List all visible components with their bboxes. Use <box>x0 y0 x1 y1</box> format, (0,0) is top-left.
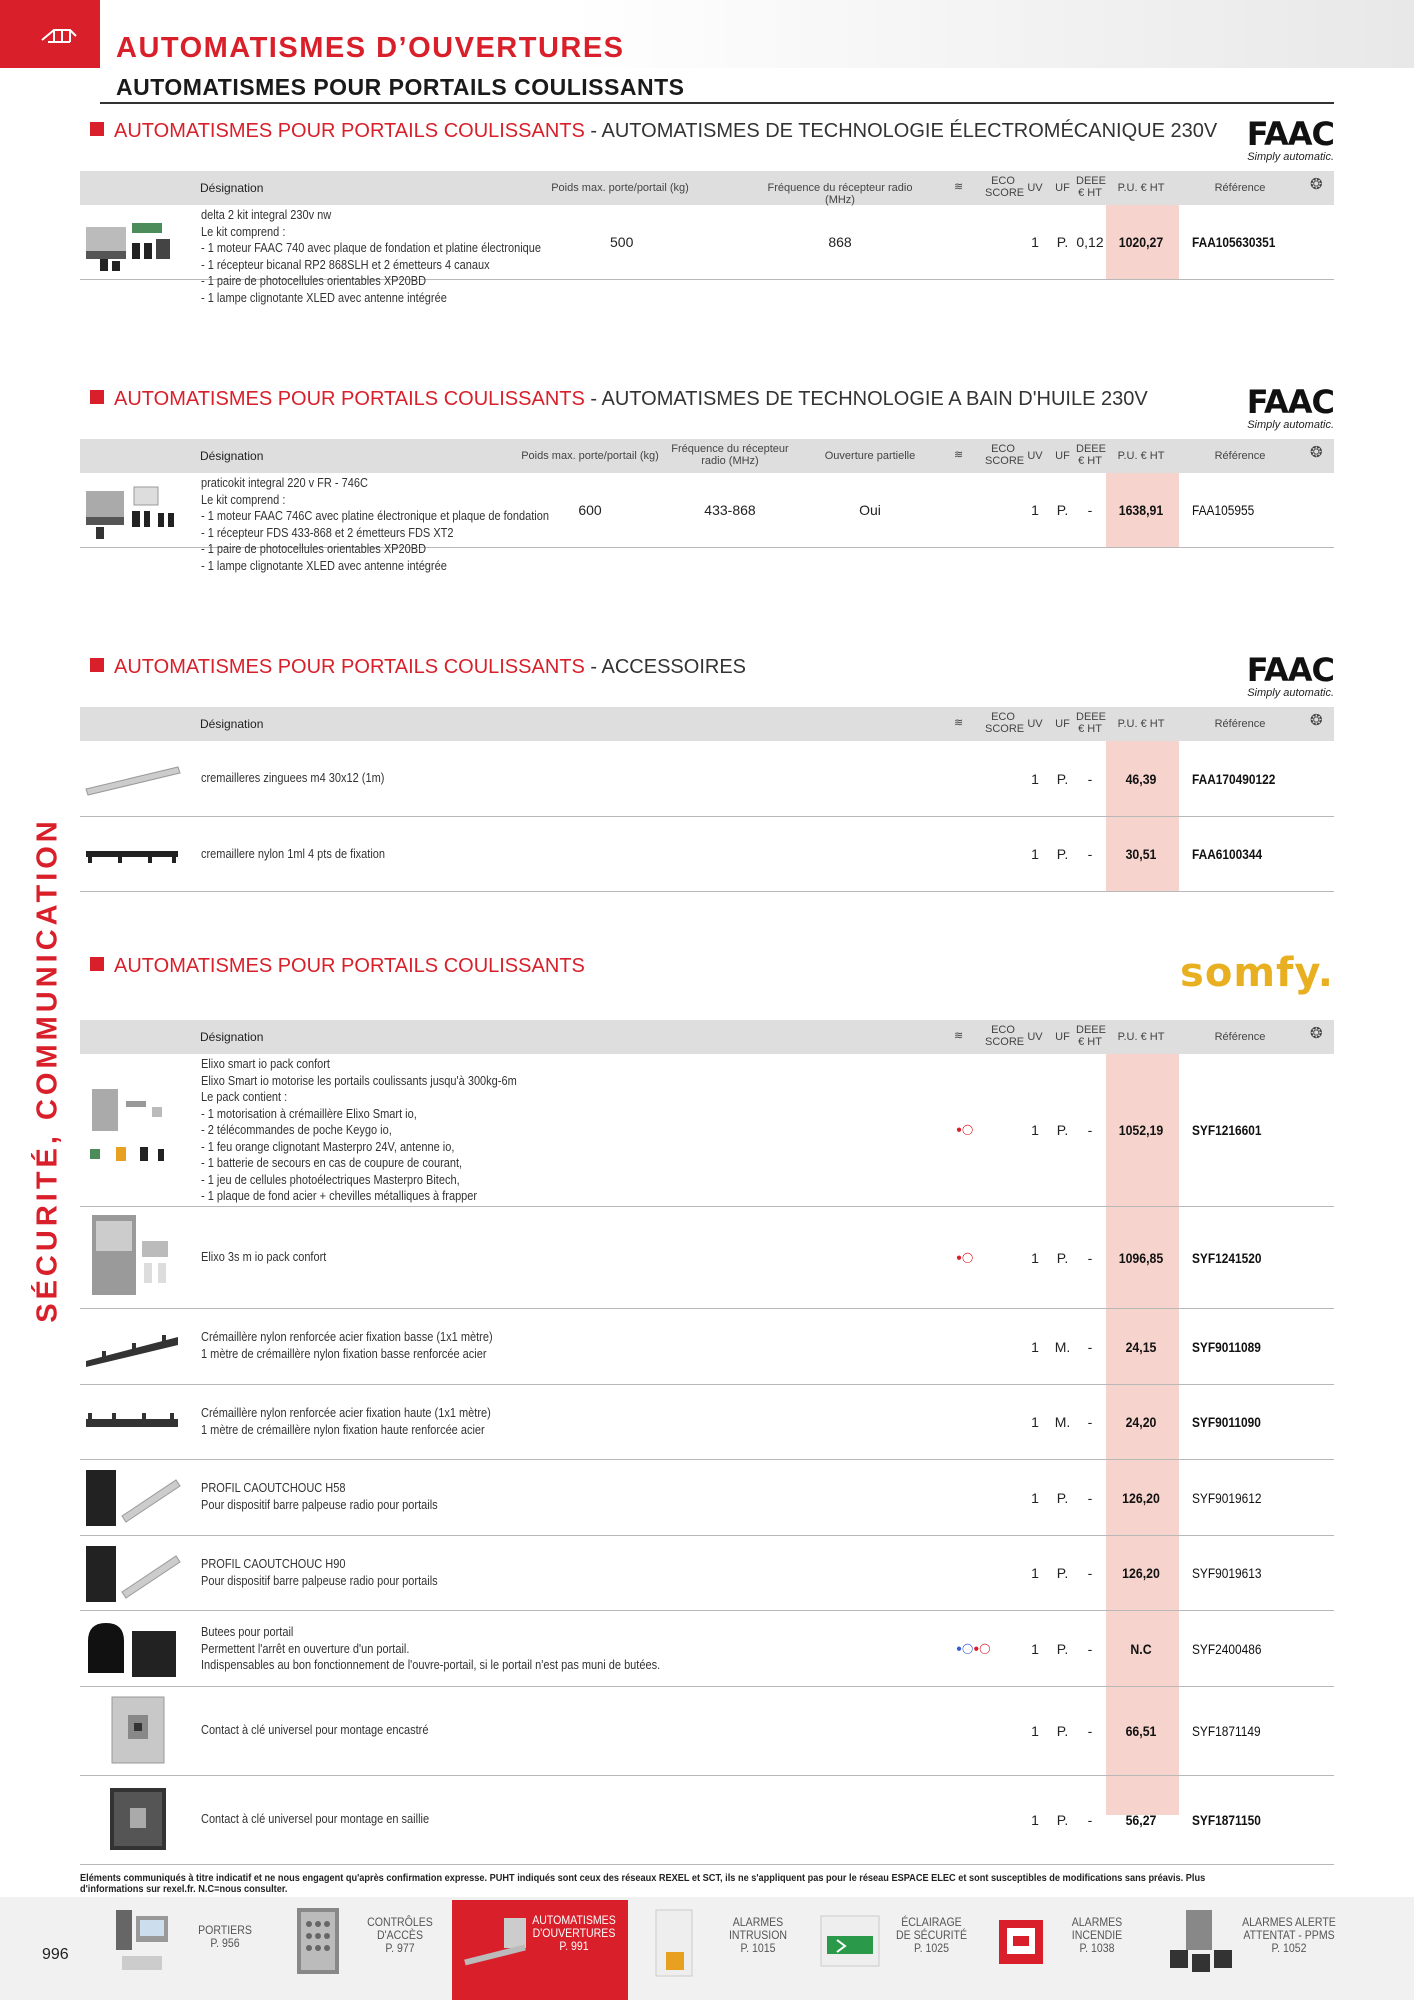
uf-value: P. <box>1056 1723 1069 1739</box>
kit-product-image <box>82 213 182 273</box>
reference-value[interactable]: SYF9011090 <box>1192 1414 1261 1430</box>
uv-value: 1 <box>1031 234 1039 250</box>
key-switch-image <box>82 1693 182 1769</box>
siren-icon <box>650 1906 700 1980</box>
gear-icon: ❂ <box>1310 176 1323 193</box>
uf-value: P. <box>1056 1812 1069 1828</box>
poids-value: 500 <box>610 234 634 250</box>
nav-portiers[interactable]: PORTIERS P. 956 <box>100 1900 275 2000</box>
deee-value: 0,12 <box>1076 234 1104 250</box>
section-bullet <box>90 957 104 971</box>
deee-value: - <box>1087 1414 1093 1430</box>
price-value: 46,39 <box>1125 771 1157 787</box>
gear-icon: ❂ <box>1310 444 1323 461</box>
rubber-profile-image <box>82 1542 182 1606</box>
col-eco-score: ECO SCORE <box>985 443 1025 467</box>
reference-value[interactable]: FAA105955 <box>1192 502 1255 518</box>
col-designation: Désignation <box>200 181 264 195</box>
table-header <box>80 439 1334 473</box>
rack-product-image <box>82 835 182 875</box>
table-row[interactable] <box>80 473 1334 573</box>
table-header <box>80 171 1334 205</box>
table-row[interactable] <box>80 1054 1334 1207</box>
uf-value: M. <box>1054 1339 1071 1355</box>
wifi-icon: ≋ <box>954 181 964 193</box>
sub-title: AUTOMATISMES POUR PORTAILS COULISSANTS <box>116 74 685 100</box>
uf-value: P. <box>1056 1565 1069 1581</box>
keypad-icon <box>293 1906 343 1976</box>
product-description: Elixo smart io pack confort Elixo Smart io motorise les portails coulissants jusqu'à 300kg-6m Le pack contient : - 1 motorisation à crémaillère Elixo Smart io, - 2 télécommandes de poche Keygo io, - 1 feu orange clignotant Masterpro 24V, antenne io, - 1 batterie de secours en cas de coupure de courant, - 1 jeu de cellules photoélectriques Masterpro Bitech, - 1 plaque de fond acier + chevilles métalliques à frapper <box>201 1057 517 1203</box>
price-value: 1096,85 <box>1118 1250 1164 1266</box>
product-description: Contact à clé universel pour montage encastré <box>201 1723 429 1737</box>
rubber-profile-image <box>82 1466 182 1530</box>
uf-value: P. <box>1056 1641 1069 1657</box>
elixo-pack-image <box>82 1079 182 1179</box>
eco-score-indicator: ●◯ <box>956 1252 974 1264</box>
deee-value: - <box>1087 1339 1093 1355</box>
intercom-icon <box>112 1906 172 1976</box>
nav-alarmes-alerte-attentat[interactable]: ALARMES ALERTE ATTENTAT - PPMS P. 1052 <box>1154 1900 1354 2000</box>
product-description: praticokit integral 220 v FR - 746C Le kit comprend : - 1 moteur FAAC 746C avec platine électronique et plaque de fondation - 1 récepteur FDS 433-868 et 2 émetteurs FDS XT2 - 1 paire de photocellules orientables XP20BD - 1 lampe clignotante XLED avec antenne intégrée <box>201 476 549 573</box>
gate-motor-icon <box>460 1914 530 1974</box>
deee-value: - <box>1087 1122 1093 1138</box>
product-description: Contact à clé universel pour montage en saillie <box>201 1812 430 1826</box>
price-value: 24,15 <box>1125 1339 1157 1355</box>
reference-value[interactable]: SYF1241520 <box>1192 1250 1262 1266</box>
product-description: Butees pour portail Permettent l'arrêt en ouverture d'un portail. Indispensables au bon fonctionnement de l'ouvre-portail, si le portail n'est pas muni de butées. <box>201 1625 661 1672</box>
reference-value[interactable]: FAA170490122 <box>1192 771 1276 787</box>
reference-value[interactable]: SYF9019613 <box>1192 1565 1262 1581</box>
uv-value: 1 <box>1031 1641 1039 1657</box>
product-description: Elixo 3s m io pack confort <box>201 1250 327 1264</box>
footnote: Eléments communiqués à titre indicatif et ne nous engagent qu'après confirmation expresse. PUHT indiqués sont ceux des réseaux REXEL et SCT, ils ne s'appliquent pas pour le réseau ESPACE ELEC et sont susceptibles de modifications sans préavis. Plus d'informations sur rexel.fr. N.C=nous consulter. <box>80 1873 1206 1895</box>
exit-sign-icon <box>817 1906 883 1976</box>
col-pu: P.U. € HT <box>1117 718 1165 730</box>
col-ouverture: Ouverture partielle <box>824 450 916 462</box>
col-uv: UV <box>1027 718 1043 730</box>
uv-value: 1 <box>1031 502 1039 518</box>
deee-value: - <box>1087 1250 1093 1266</box>
section-bullet <box>90 390 104 404</box>
gear-icon: ❂ <box>1310 1025 1323 1042</box>
rack-product-image <box>82 759 182 799</box>
price-value: 24,20 <box>1125 1414 1157 1430</box>
nav-alarmes-intrusion[interactable]: ALARMES INTRUSION P. 1015 <box>628 1900 803 2000</box>
product-description: Crémaillère nylon renforcée acier fixation haute (1x1 mètre) 1 mètre de crémaillère nylon fixation haute renforcée acier <box>201 1406 491 1437</box>
col-deee: DEEE € HT <box>1076 175 1106 199</box>
deee-value: - <box>1087 846 1093 862</box>
rack-product-image <box>82 1403 182 1443</box>
price-value: 56,27 <box>1125 1812 1157 1828</box>
uf-value: P. <box>1056 1250 1069 1266</box>
col-uf: UF <box>1055 718 1070 730</box>
price-value: 66,51 <box>1125 1723 1157 1739</box>
col-poids: Poids max. porte/portail (kg) <box>521 450 659 462</box>
col-uv: UV <box>1027 1031 1043 1043</box>
reference-value[interactable]: SYF2400486 <box>1192 1641 1262 1657</box>
title-rule <box>100 102 1334 104</box>
price-value: N.C <box>1130 1641 1152 1657</box>
deee-value: - <box>1087 1812 1093 1828</box>
table-header <box>80 1020 1334 1054</box>
uf-value: P. <box>1056 234 1069 250</box>
price-value: 1020,27 <box>1118 234 1164 250</box>
product-description: delta 2 kit integral 230v nw Le kit comprend : - 1 moteur FAAC 740 avec plaque de fondation et platine électronique - 1 récepteur bicanal RP2 868SLH et 2 émetteurs 4 canaux - 1 paire de photocellules orientables XP20BD - 1 lampe clignotante XLED avec antenne intégrée <box>201 208 542 305</box>
section-somfy <box>80 950 1334 1870</box>
reference-value[interactable]: SYF9011089 <box>1192 1339 1261 1355</box>
deee-value: - <box>1087 1565 1093 1581</box>
uf-value: M. <box>1054 1414 1071 1430</box>
col-pu: P.U. € HT <box>1117 450 1165 462</box>
kit-product-image <box>82 481 182 541</box>
table-row[interactable] <box>80 1385 1334 1460</box>
col-pu: P.U. € HT <box>1117 182 1165 194</box>
col-deee: DEEE € HT <box>1076 711 1106 735</box>
section-electromecanique <box>80 115 1334 330</box>
uf-value: P. <box>1056 771 1069 787</box>
price-value: 1052,19 <box>1118 1122 1164 1138</box>
reference-value[interactable]: SYF1871150 <box>1192 1812 1261 1828</box>
deee-value: - <box>1087 502 1093 518</box>
uv-value: 1 <box>1031 1723 1039 1739</box>
price-value: 126,20 <box>1122 1565 1160 1581</box>
col-uv: UV <box>1027 182 1043 194</box>
col-reference: Référence <box>1214 1031 1266 1043</box>
col-poids: Poids max. porte/portail (kg) <box>551 182 689 194</box>
table-row[interactable] <box>80 1207 1334 1309</box>
category-corner <box>0 0 100 68</box>
table-row[interactable] <box>80 1309 1334 1385</box>
reference-value[interactable]: SYF1216601 <box>1192 1122 1262 1138</box>
key-switch-image <box>82 1782 182 1858</box>
faac-logo: FAAC Simply automatic. <box>1246 383 1334 431</box>
reference-value[interactable]: FAA105630351 <box>1192 234 1276 250</box>
freq-value: 868 <box>828 234 852 250</box>
nav-alarmes-incendie[interactable]: ALARMES INCENDIE P. 1038 <box>979 1900 1154 2000</box>
uv-value: 1 <box>1031 1565 1039 1581</box>
col-eco-score: ECO SCORE <box>985 711 1025 735</box>
wifi-icon: ≋ <box>954 449 964 461</box>
section-title: AUTOMATISMES POUR PORTAILS COULISSANTS - ACCESSOIRES <box>90 656 746 679</box>
poids-value: 600 <box>578 502 602 518</box>
col-deee: DEEE € HT <box>1076 443 1106 467</box>
table-row[interactable] <box>80 741 1334 817</box>
uv-value: 1 <box>1031 771 1039 787</box>
faac-logo: FAAC Simply automatic. <box>1246 651 1334 699</box>
col-eco-score: ECO SCORE <box>985 1024 1025 1048</box>
col-pu: P.U. € HT <box>1117 1031 1165 1043</box>
col-uv: UV <box>1027 450 1043 462</box>
table-row[interactable] <box>80 1776 1334 1865</box>
col-frequence: Fréquence du récepteur radio (MHz) <box>767 182 913 206</box>
product-description: PROFIL CAOUTCHOUC H90 Pour dispositif barre palpeuse radio pour portails <box>201 1557 438 1588</box>
reference-value[interactable]: SYF1871149 <box>1192 1723 1261 1739</box>
uf-value: P. <box>1056 502 1069 518</box>
deee-value: - <box>1087 1490 1093 1506</box>
col-designation: Désignation <box>200 1030 264 1044</box>
uf-value: P. <box>1056 1122 1069 1138</box>
nav-eclairage-securite[interactable]: ÉCLAIRAGE DE SÉCURITÉ P. 1025 <box>803 1900 979 2000</box>
table-header <box>80 707 1334 741</box>
col-uf: UF <box>1055 182 1070 194</box>
rack-product-image <box>82 1327 182 1367</box>
nav-automatismes-ouvertures[interactable]: AUTOMATISMES D'OUVERTURES P. 991 <box>452 1900 628 2000</box>
price-value: 1638,91 <box>1118 502 1164 518</box>
col-uf: UF <box>1055 1031 1070 1043</box>
wifi-icon: ≋ <box>954 1030 964 1042</box>
wifi-icon: ≋ <box>954 717 964 729</box>
main-title: AUTOMATISMES D’OUVERTURES <box>116 32 625 64</box>
uv-value: 1 <box>1031 1490 1039 1506</box>
uv-value: 1 <box>1031 1414 1039 1430</box>
elixo-3s-image <box>82 1211 182 1303</box>
deee-value: - <box>1087 1723 1093 1739</box>
col-reference: Référence <box>1214 182 1266 194</box>
uf-value: P. <box>1056 846 1069 862</box>
gear-icon: ❂ <box>1310 712 1323 729</box>
section-title: AUTOMATISMES POUR PORTAILS COULISSANTS - AUTOMATISMES DE TECHNOLOGIE ÉLECTROMÉCANIQUE 230V <box>90 120 1217 143</box>
table-row[interactable] <box>80 817 1334 892</box>
table-row[interactable] <box>80 1536 1334 1611</box>
fire-alarm-icon <box>993 1906 1049 1976</box>
section-title: AUTOMATISMES POUR PORTAILS COULISSANTS <box>90 955 585 978</box>
col-reference: Référence <box>1214 718 1266 730</box>
reference-value[interactable]: FAA6100344 <box>1192 846 1263 862</box>
ouverture-value: Oui <box>859 502 881 518</box>
product-description: PROFIL CAOUTCHOUC H58 Pour dispositif barre palpeuse radio pour portails <box>201 1481 438 1512</box>
uv-value: 1 <box>1031 1122 1039 1138</box>
uv-value: 1 <box>1031 1339 1039 1355</box>
section-bullet <box>90 122 104 136</box>
alert-system-icon <box>1166 1906 1236 1976</box>
col-eco-score: ECO SCORE <box>985 175 1025 199</box>
side-category-label: SÉCURITÉ, COMMUNICATION <box>31 817 64 1323</box>
col-deee: DEEE € HT <box>1076 1024 1106 1048</box>
faac-logo: FAAC Simply automatic. <box>1246 115 1334 163</box>
product-description: cremaillere nylon 1ml 4 pts de fixation <box>201 847 386 861</box>
col-designation: Désignation <box>200 717 264 731</box>
product-description: Crémaillère nylon renforcée acier fixation basse (1x1 mètre) 1 mètre de crémaillère nylon fixation basse renforcée acier <box>201 1330 493 1361</box>
table-row[interactable] <box>80 1687 1334 1776</box>
page-number: 996 <box>42 1946 69 1963</box>
eco-score-indicator: ●◯ <box>956 1124 974 1136</box>
somfy-logo: somfy. <box>1180 950 1334 996</box>
table-row[interactable] <box>80 1611 1334 1687</box>
section-bullet <box>90 658 104 672</box>
table-row[interactable] <box>80 205 1334 305</box>
table-row[interactable] <box>80 1460 1334 1536</box>
col-reference: Référence <box>1214 450 1266 462</box>
freq-value: 433-868 <box>704 502 756 518</box>
eco-score-indicator: ●◯●◯ <box>956 1643 991 1655</box>
price-value: 126,20 <box>1122 1490 1160 1506</box>
uf-value: P. <box>1056 1490 1069 1506</box>
gate-stop-image <box>82 1617 182 1681</box>
section-bain-huile <box>80 383 1334 598</box>
col-uf: UF <box>1055 450 1070 462</box>
section-title: AUTOMATISMES POUR PORTAILS COULISSANTS - AUTOMATISMES DE TECHNOLOGIE A BAIN D'HUILE 230V <box>90 388 1148 411</box>
uv-value: 1 <box>1031 846 1039 862</box>
reference-value[interactable]: SYF9019612 <box>1192 1490 1262 1506</box>
deee-value: - <box>1087 771 1093 787</box>
nav-controles-acces[interactable]: CONTRÔLES D'ACCÈS P. 977 <box>275 1900 452 2000</box>
deee-value: - <box>1087 1641 1093 1657</box>
price-value: 30,51 <box>1125 846 1157 862</box>
uv-value: 1 <box>1031 1812 1039 1828</box>
product-description: cremailleres zinguees m4 30x12 (1m) <box>201 771 385 785</box>
col-frequence: Fréquence du récepteur radio (MHz) <box>671 443 789 467</box>
section-accessoires <box>80 651 1334 901</box>
gate-icon <box>40 22 78 46</box>
uv-value: 1 <box>1031 1250 1039 1266</box>
col-designation: Désignation <box>200 449 264 463</box>
